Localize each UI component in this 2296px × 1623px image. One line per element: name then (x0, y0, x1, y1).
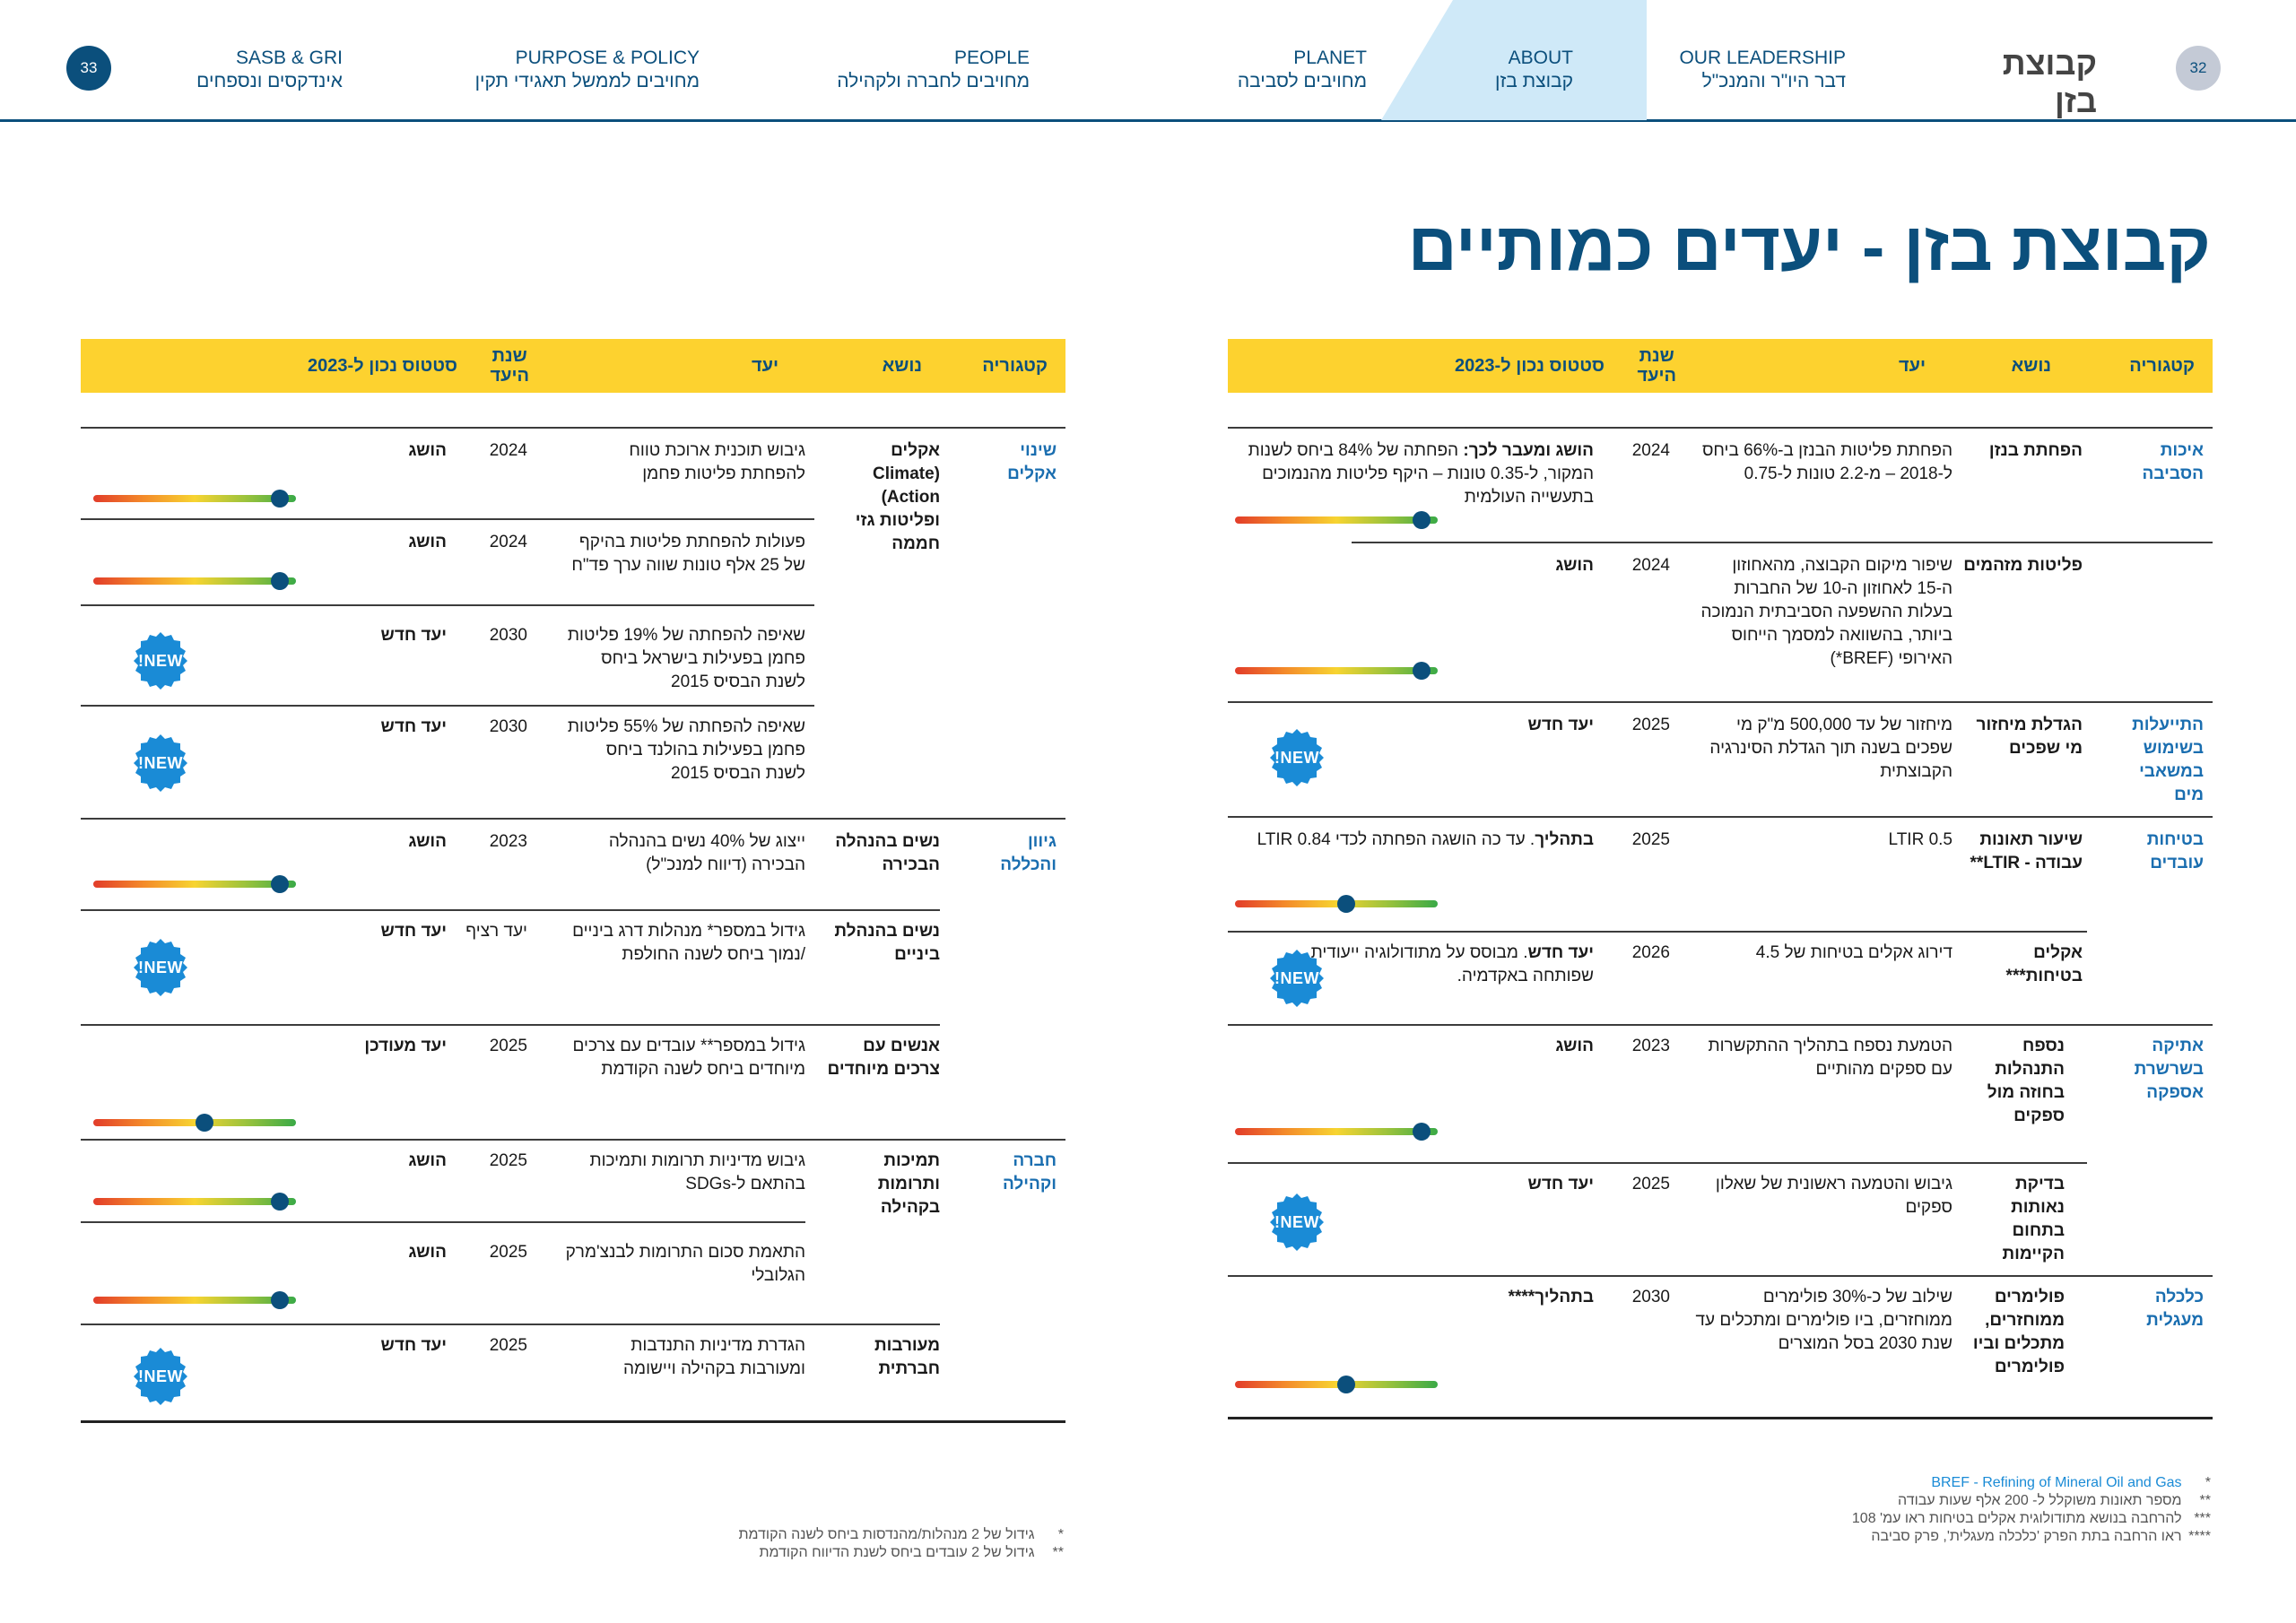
nav-item-planet[interactable]: PLANET מחויבים לסביבה (1237, 48, 1367, 91)
target-year: 2023 (489, 832, 527, 851)
col-category: קטגוריה (982, 356, 1048, 376)
progress-marker (271, 1193, 289, 1211)
progress-marker (271, 572, 289, 590)
goal-text: שילוב של כ-30% פולימרים ממוחזרים, ביו פולימרים ומתכלים עד שנת 2030 בסל המוצרים (1695, 1288, 1952, 1353)
col-category: קטגוריה (2129, 356, 2195, 376)
category-label: שינוי אקלים (1007, 441, 1057, 483)
progress-slider (1235, 1381, 1438, 1388)
goal-text: שאיפה להפחתה של 19% פליטות פחמן בפעילות בישראל ביחס לשנת הבסיס 2015 (567, 626, 805, 691)
category-label: התייעלות בשימוש במשאבי מים (2132, 716, 2204, 804)
progress-slider (1235, 516, 1438, 524)
target-year: 2024 (1631, 556, 1670, 575)
status-text: הושג ומעבר לכך: הפחתה של 84% ביחס לשנות המקור, ל-0.35 טונות – היקף פליטות מהנמוכים בתעשייה העולמית (1248, 441, 1594, 507)
topic-label: אקלים בטיחות*** (2005, 943, 2083, 985)
target-year: יעד רציף (465, 922, 527, 941)
category-label: אתיקה בשרשרת אספקה (2134, 1037, 2204, 1102)
target-year: 2023 (1631, 1037, 1670, 1055)
category-label: גיוון והכללה (1000, 832, 1057, 874)
top-navigation-bar (0, 0, 2296, 122)
col-topic: נושא (882, 356, 922, 376)
progress-slider (1235, 900, 1438, 907)
goals-table-left (81, 339, 1065, 1424)
topic-label: בדיקת נאותות בתחום הקיימות (2002, 1175, 2065, 1263)
table-header (81, 339, 1065, 393)
topic-label: אנשים עם צרכים מיוחדים (827, 1037, 940, 1079)
goal-text: גיבוש והטמעה ראשונית של שאלון ספקים (1715, 1175, 1952, 1217)
new-badge: NEW! (131, 631, 190, 690)
nav-item-sasb-gri[interactable]: SASB & GRI אינדקסים ונספחים (196, 48, 343, 91)
progress-slider (93, 1119, 296, 1126)
target-year: 2025 (1631, 716, 1670, 734)
footnote: ** גידול של 2 עובדים ביחס לשנת הדיווח הקודמת (759, 1545, 1064, 1560)
col-year: שנת היעד (1637, 346, 1676, 386)
status-text: יעד חדש (1527, 716, 1594, 734)
nav-item-our-leadership[interactable]: OUR LEADERSHIP דבר היו"ר והמנכ"ל (1679, 48, 1846, 91)
page-number-left: 33 (66, 46, 111, 91)
target-year: 2025 (489, 1336, 527, 1355)
progress-slider (93, 881, 296, 888)
nav-item-about[interactable]: ABOUT קבוצת בזן (1495, 48, 1573, 91)
goal-text: הפחתת פליטות הבנזן ב-66% ביחס ל-2018 – מ-2.2 טונות ל-0.75 (1701, 441, 1952, 483)
nav-item-purpose-policy[interactable]: PURPOSE & POLICY מחויבים לממשל תאגידי תקין (474, 48, 700, 91)
goal-text: הגדרת מדיניות התנדבות ומעורבות בקהילה ויישומה (623, 1336, 805, 1378)
status-text: בתהליך**** (1508, 1288, 1594, 1306)
footnote: *** להרחבה בנושא מתודולוגית אקלים בטיחות ראו עמ' 108 (1851, 1511, 2211, 1526)
goal-text: פעולות להפחתת פליטות בהיקף של 25 אלף טונות שווה ערך פד"ח (571, 533, 805, 575)
goal-text: גידול במספר** עובדים עם צרכים מיוחדים ביחס לשנה הקודמת (572, 1037, 805, 1079)
target-year: 2025 (489, 1037, 527, 1055)
goal-text: ייצוג של 40% נשים בהנהלה הבכירה (דיווח למנכ"ל) (608, 832, 805, 874)
new-badge: NEW! (1267, 1193, 1326, 1252)
goal-text: שאיפה להפחתה של 55% פליטות פחמן בפעילות בהולנד ביחס לשנת הבסיס 2015 (567, 717, 805, 783)
status-text: הושג (408, 1243, 447, 1262)
target-year: 2024 (1631, 441, 1670, 460)
status-text: יעד מעודכן (364, 1037, 447, 1055)
topic-label: נשים בהנהלה הבכירה (835, 832, 940, 874)
category-label: איכות הסביבה (2142, 441, 2204, 483)
footnote: * BREF - Refining of Mineral Oil and Gas (1931, 1475, 2211, 1490)
status-text: בתהליך. עד כה הושגה הפחתה לכדי LTIR 0.84 (1257, 830, 1594, 849)
new-badge: NEW! (131, 1347, 190, 1406)
progress-marker (271, 490, 289, 508)
topic-label: מעורבות חברתית (874, 1336, 940, 1378)
goal-text: דירוג אקלים בטיחות של 4.5 (1755, 943, 1952, 962)
company-logo: קבוצת בזן (2002, 45, 2097, 119)
page-title: קבוצת בזן - יעדים כמותיים (1407, 209, 2211, 285)
topic-label: הגדלת מיחזור מי שפכים (1976, 716, 2083, 758)
progress-marker (271, 1291, 289, 1309)
goal-text: גיבוש מדיניות תרומות ותמיכות בהתאם ל-SDGs (589, 1151, 805, 1193)
target-year: 2030 (489, 626, 527, 645)
goal-text: שיפור מיקום הקבוצה, מהאחוזון ה-15 לאחוזון ה-10 של החברות בעלות ההשפעה הסביבתית הנמוכה ביותר, בהשוואה למסמך הייחוס האירופי (BREF*) (1700, 556, 1952, 668)
progress-marker (1413, 511, 1431, 529)
topic-label: הפחתת בנזן (1988, 441, 2083, 460)
target-year: 2030 (489, 717, 527, 736)
progress-slider (93, 577, 296, 585)
goal-text: הטמעת נספח בתהליך ההתקשרות עם ספקים מהותיים (1708, 1037, 1952, 1079)
col-goal: יעד (751, 356, 778, 376)
new-badge: NEW! (131, 938, 190, 997)
progress-marker (1413, 662, 1431, 680)
goal-text: מיחזור של עד 500,000 מ"ק מי שפכים בשנה תוך הגדלת הסינרגיה הקבוצתית (1709, 716, 1952, 781)
target-year: 2025 (1631, 830, 1670, 849)
progress-slider (93, 495, 296, 502)
category-label: בטיחות עובדים (2146, 830, 2204, 872)
progress-slider (1235, 667, 1438, 674)
goal-text: LTIR 0.5 (1888, 830, 1952, 849)
status-text: יעד חדש (380, 922, 447, 941)
target-year: 2024 (489, 441, 527, 460)
bref-link[interactable]: BREF - Refining of Mineral Oil and Gas (1931, 1475, 2182, 1490)
goal-text: גידול במספר* מנהלות דרג ביניים /נמוך ביחס לשנה החולפת (572, 922, 805, 964)
status-text: הושג (1555, 1037, 1594, 1055)
goal-text: גיבוש תוכנית ארוכת טווח להפחתת פליטות פחמן (629, 441, 805, 483)
topic-label: אקלים (Climate Action) ופליטות גזי חממה (855, 441, 940, 553)
status-text: הושג (1555, 556, 1594, 575)
new-badge: NEW! (131, 733, 190, 793)
new-badge: NEW! (1267, 949, 1326, 1008)
target-year: 2024 (489, 533, 527, 551)
table-header (1228, 339, 2213, 393)
topic-label: תמיכות ותרומות בקהילה (877, 1151, 940, 1217)
nav-item-people[interactable]: PEOPLE מחויבים לחברה ולקהילה (837, 48, 1030, 91)
status-text: הושג (408, 441, 447, 460)
topic-label: שיעור תאונות עבודה - LTIR** (1970, 830, 2083, 872)
goals-table-right (1228, 339, 2213, 1424)
target-year: 2030 (1631, 1288, 1670, 1306)
footnote: * גידול של 2 מנהלות/מהנדסות ביחס לשנה הקודמת (738, 1527, 1064, 1542)
progress-marker (271, 875, 289, 893)
topic-label: פולימרים ממוחזרים, מתכלים וביו פולימרים (1972, 1288, 2065, 1376)
col-topic: נושא (2011, 356, 2051, 376)
footnote: **** ראו הרחבה בתת הפרק 'כלכלה מעגלית', פרק סביבה (1871, 1529, 2211, 1544)
goal-text: התאמת סכום התרומות לבנצ'מרק הגלובלי (565, 1243, 805, 1285)
status-text: יעד חדש (380, 1336, 447, 1355)
target-year: 2026 (1631, 943, 1670, 962)
topic-label: פליטות מזהמים (1963, 556, 2083, 575)
progress-slider (93, 1198, 296, 1205)
page-number-right: 32 (2176, 46, 2221, 91)
progress-marker (1337, 895, 1355, 913)
target-year: 2025 (489, 1151, 527, 1170)
status-text: יעד חדש (380, 626, 447, 645)
progress-slider (1235, 1128, 1438, 1135)
col-goal: יעד (1898, 356, 1926, 376)
col-year: שנת היעד (490, 346, 529, 386)
status-text: הושג (408, 533, 447, 551)
progress-marker (196, 1114, 213, 1132)
col-status: סטטוס נכון ל-2023 (1455, 356, 1605, 376)
progress-marker (1337, 1376, 1355, 1393)
status-text: יעד חדש (1527, 1175, 1594, 1193)
category-label: כלכלה מעגלית (2146, 1288, 2204, 1330)
progress-marker (1413, 1123, 1431, 1141)
status-text: יעד חדש (380, 717, 447, 736)
status-text: יעד חדש. מבוסס על מתודולוגיה ייעודית שפותחה באקדמיה. (1310, 943, 1594, 985)
new-badge: NEW! (1267, 728, 1326, 787)
footnote: ** מספר תאונות משוקלל ל- 200 אלף שעות עבודה (1898, 1493, 2211, 1508)
progress-slider (93, 1297, 296, 1304)
status-text: הושג (408, 1151, 447, 1170)
target-year: 2025 (489, 1243, 527, 1262)
col-status: סטטוס נכון ל-2023 (308, 356, 457, 376)
category-label: חברה וקהילה (1002, 1151, 1057, 1193)
topic-label: נספח התנהלות בחוזה מול ספקים (1987, 1037, 2065, 1125)
status-text: הושג (408, 832, 447, 851)
topic-label: נשים בהנהלת ביניים (834, 922, 940, 964)
target-year: 2025 (1631, 1175, 1670, 1193)
